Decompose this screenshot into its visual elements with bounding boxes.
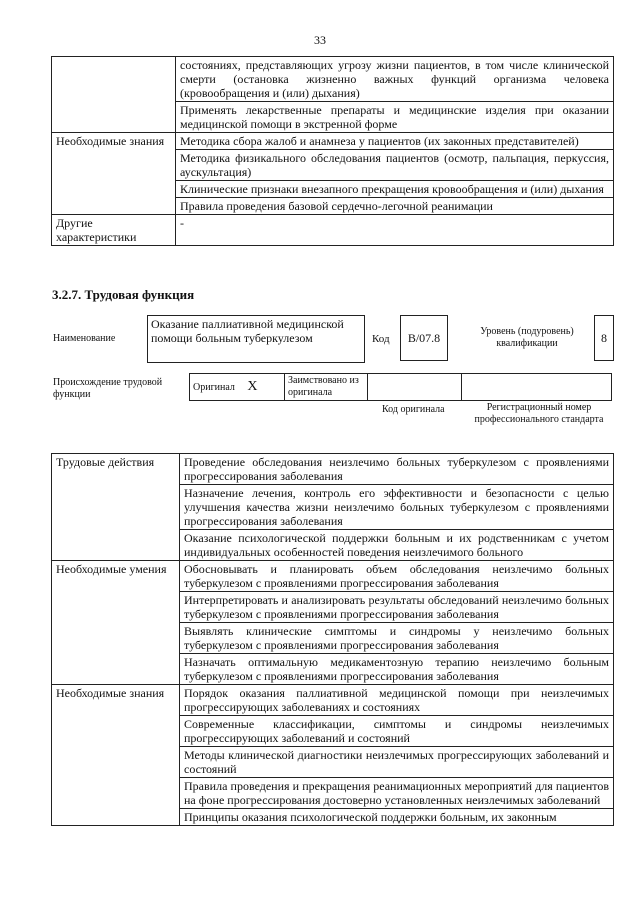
table-row xyxy=(52,215,614,246)
group-item: Правила проведения и прекращения реанимационных мероприятий для пациентов на фоне прогрессирования достоверно установленных неизлечимых заболеваний xyxy=(180,778,614,809)
name-label: Наименование xyxy=(53,333,116,344)
row-label xyxy=(52,57,176,133)
function-name-box: Оказание паллиативной медицинской помощи больным туберкулезом xyxy=(147,315,365,363)
group-label: Трудовые действия xyxy=(52,454,180,561)
table-row xyxy=(52,57,614,102)
row-label: Другие характеристики xyxy=(52,215,176,246)
table-main xyxy=(51,453,614,826)
group-item: Назначать оптимальную медикаментозную терапию неизлечимо больным туберкулезом с проявлениями прогрессирования заболевания xyxy=(180,654,614,685)
row-value: Клинические признаки внезапного прекращения кровообращения и (или) дыхания xyxy=(176,181,614,198)
group-label: Необходимые умения xyxy=(52,561,180,685)
origin-original-label: Оригинал xyxy=(193,381,235,393)
origin-label: Происхождение трудовой функции xyxy=(53,377,163,400)
row-value: состояниях, представляющих угрозу жизни пациентов, в том числе клинической смерти (остановка жизненно важных функций организма человека (кровообращения и (или) дыхания) xyxy=(176,57,614,102)
origin-table xyxy=(189,373,612,401)
table-row xyxy=(52,685,614,716)
group-item: Принципы оказания психологической поддержки больным, их законным xyxy=(180,809,614,826)
group-item: Интерпретировать и анализировать результаты обследований неизлечимо больных туберкулезом с проявлениями прогрессирования заболевания xyxy=(180,592,614,623)
group-item: Методы клинической диагностики неизлечимых прогрессирующих заболеваний и состояний xyxy=(180,747,614,778)
section-title: 3.2.7. Трудовая функция xyxy=(52,287,195,302)
group-item: Обосновывать и планировать объем обследования неизлечимо больных туберкулезом с проявлениями прогрессирования заболевания xyxy=(180,561,614,592)
origin-mark: X xyxy=(247,378,258,394)
table-row xyxy=(52,133,614,150)
group-item: Назначение лечения, контроль его эффективности и безопасности с целью улучшения качества жизни неизлечимо больных туберкулезом с проявлениями прогрессирования заболевания xyxy=(180,485,614,530)
row-value: Применять лекарственные препараты и медицинские изделия при оказании медицинской помощи в экстренной форме xyxy=(176,102,614,133)
code-label: Код xyxy=(372,333,390,345)
origin-code-cell xyxy=(368,374,462,401)
function-code-box: B/07.8 xyxy=(400,315,448,361)
row-label: Необходимые знания xyxy=(52,133,176,215)
group-item: Проведение обследования неизлечимо больных туберкулезом с проявлениями прогрессирования заболевания xyxy=(180,454,614,485)
table-row xyxy=(52,561,614,592)
code-original-label: Код оригинала xyxy=(382,404,445,415)
page-number: 33 xyxy=(314,33,326,47)
row-value: Правила проведения базовой сердечно-легочной реанимации xyxy=(176,198,614,215)
table-top xyxy=(51,56,614,246)
origin-borrowed-cell: Заимствовано из оригинала xyxy=(285,374,368,401)
row-value: - xyxy=(176,215,614,246)
group-item: Оказание психологической поддержки больным и их родственникам с учетом индивидуальных особенностей поведения неизлечимого больного xyxy=(180,530,614,561)
origin-reg-cell xyxy=(462,374,612,401)
level-box: 8 xyxy=(594,315,614,361)
group-item: Современные классификации, симптомы и синдромы неизлечимых прогрессирующих заболеваний и состояний xyxy=(180,716,614,747)
reg-number-label: Регистрационный номер профессионального стандарта xyxy=(474,402,604,425)
group-item: Выявлять клинические симптомы и синдромы у неизлечимо больных туберкулезом с проявлениями прогрессирования заболевания xyxy=(180,623,614,654)
table-row xyxy=(52,454,614,485)
row-value: Методика физикального обследования пациентов (осмотр, пальпация, перкуссия, аускультация) xyxy=(176,150,614,181)
level-label: Уровень (подуровень) квалификации xyxy=(480,326,574,349)
row-value: Методика сбора жалоб и анамнеза у пациентов (их законных представителей) xyxy=(176,133,614,150)
group-label: Необходимые знания xyxy=(52,685,180,826)
origin-original-cell xyxy=(190,374,285,401)
group-item: Порядок оказания паллиативной медицинской помощи при неизлечимых прогрессирующих заболеваниях и состояниях xyxy=(180,685,614,716)
